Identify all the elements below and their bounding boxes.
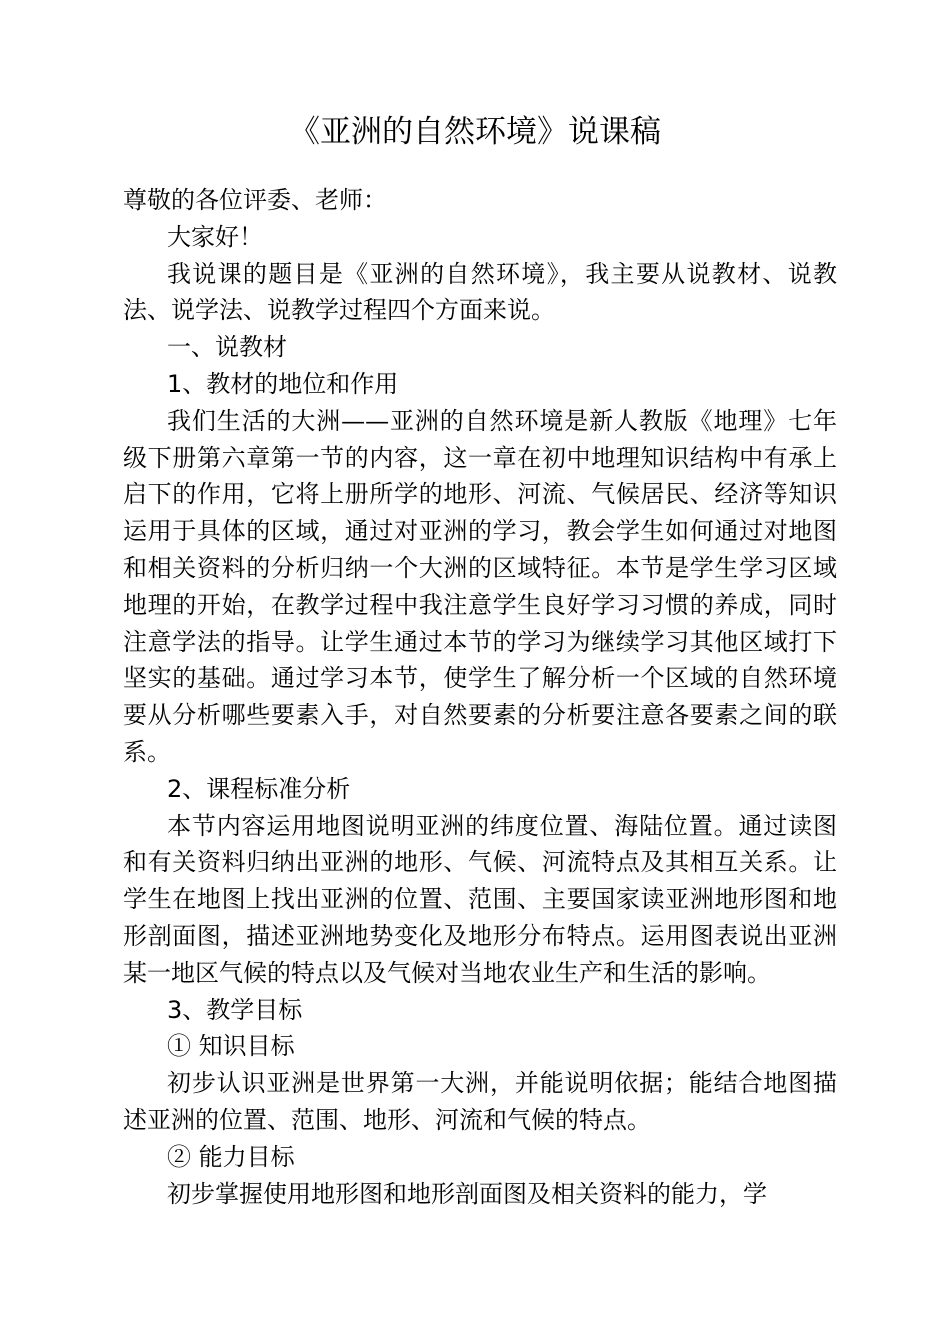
document-title: 《亚洲的自然环境》说课稿 bbox=[289, 114, 661, 150]
paragraph-knowledge-goal: 初步认识亚洲是世界第一大洲，并能说明依据；能结合地图描述亚洲的位置、范围、地形、河流和气候的特点。 bbox=[123, 1069, 837, 1134]
salutation: 尊敬的各位评委、老师： bbox=[123, 186, 387, 214]
intro-paragraph: 我说课的题目是《亚洲的自然环境》，我主要从说教材、说教法、说学法、说教学过程四个方面来说。 bbox=[123, 259, 837, 325]
subheading-knowledge-goal: ① 知识目标 bbox=[167, 1032, 295, 1061]
subheading-status-role: 1、教材的地位和作用 bbox=[167, 369, 399, 398]
subheading-teaching-goals: 3、教学目标 bbox=[167, 995, 303, 1024]
document-body bbox=[123, 182, 837, 1212]
greeting: 大家好！ bbox=[167, 222, 263, 251]
paragraph-curriculum-standard: 本节内容运用地图说明亚洲的纬度位置、海陆位置。通过读图和有关资料归纳出亚洲的地形、气候、河流特点及其相互关系。让学生在地图上找出亚洲的位置、范围、主要国家读亚洲地形图和地形剖面图，描述亚洲地势变化及地形分布特点。运用图表说出亚洲某一地区气候的特点以及气候对当地农业生产和生活的影响。 bbox=[123, 811, 837, 987]
subheading-curriculum-standard: 2、课程标准分析 bbox=[167, 774, 351, 803]
paragraph-status-role: 我们生活的大洲——亚洲的自然环境是新人教版《地理》七年级下册第六章第一节的内容，这一章在初中地理知识结构中有承上启下的作用，它将上册所学的地形、河流、气候居民、经济等知识运用于具体的区域，通过对亚洲的学习，教会学生如何通过对地图和相关资料的分析归纳一个大洲的区域特征。本节是学生学习区域地理的开始，在教学过程中我注意学生良好学习习惯的养成，同时注意学法的指导。让学生通过本节的学习为继续学习其他区域打下坚实的基础。通过学习本节，使学生了解分析一个区域的自然环境要从分析哪些要素入手，对自然要素的分析要注意各要素之间的联系。 bbox=[123, 406, 837, 766]
paragraph-ability-goal: 初步掌握使用地形图和地形剖面图及相关资料的能力，学 bbox=[167, 1179, 767, 1208]
section-heading-textbook: 一、说教材 bbox=[167, 333, 287, 362]
subheading-ability-goal: ② 能力目标 bbox=[167, 1142, 295, 1171]
